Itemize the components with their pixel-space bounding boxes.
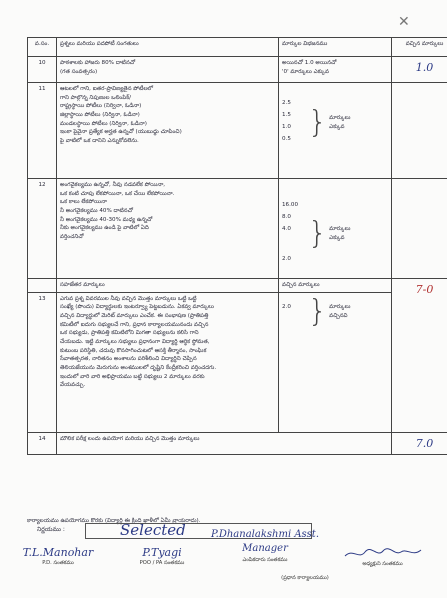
row-sno: 13 (28, 292, 57, 432)
header-marks-range: మార్కుల విభజనము (279, 38, 392, 57)
row-marks (279, 292, 392, 432)
brace: } (308, 216, 328, 251)
row-text: జిల్లాస్థాయి పోటీలు (నిర్వినా, ఓడినా) (60, 111, 140, 118)
marks-value: 2.0 (282, 256, 291, 262)
row-text: వేయవచ్చు. (60, 382, 86, 389)
row-description (57, 83, 279, 179)
row-sno: 10 (28, 57, 57, 83)
marks-value: 2.5 (282, 100, 291, 106)
row-description (57, 57, 279, 83)
subtotal-marks-label: వచ్చిన మార్కులు (279, 279, 392, 293)
marks-value: 8.0 (282, 214, 291, 220)
row-text: ఆటలలో గాని, ఐతర-ప్రావిణ్యతైన పోటీలలో (60, 86, 154, 92)
handwritten-marks: 1.0 (415, 61, 434, 74)
marks-label: ఎక్కువ (329, 235, 345, 241)
signature-role: అధ్యక్షుని సంతకము (362, 561, 403, 567)
awarded-marks (392, 179, 447, 279)
handwritten-total: 7.0 (415, 436, 434, 450)
row-text: పాఠశాలకు హాజరు 80% దాటినచో (60, 60, 136, 66)
marks-values (282, 201, 308, 267)
row-text: నీకు అంగవైకల్యము ఉండి పై వాటిలో ఏది (60, 225, 149, 232)
row-sports (28, 83, 447, 179)
row-sno: 11 (28, 83, 57, 179)
signature-handwriting: P.Dhanalakshmi Asst. Manager (210, 529, 320, 554)
signature-poo (122, 546, 202, 567)
marks-label: మార్కులు (329, 115, 351, 122)
marks-text: అయినచో 1.0 అయినచో (282, 60, 337, 66)
total-label: మౌలిక పరీక్ష లందు ఉపయోగ మరియు వచ్చిన మొత్తం మార్కులు (57, 432, 392, 454)
marks-label: వచ్చినవి (329, 312, 348, 319)
marks-value: 1.0 (282, 124, 291, 130)
row-text: (గత సంవత్సరం) (60, 68, 98, 75)
header-description: ప్రశ్నలు మరియు పదపోటీ సంగతులు (57, 38, 279, 57)
row-text: సేవాతత్పరత, నారితనం అంశాలను పరిశీలించి విద్యార్థిని చెప్పిన (60, 356, 197, 363)
handwritten-marks: 7-0 (415, 283, 434, 296)
signature-role: P.D. సంతకము (42, 560, 74, 566)
row-description (57, 292, 279, 432)
table-header (28, 38, 447, 57)
row-marks (279, 57, 392, 83)
row-description (57, 179, 279, 279)
row-total (28, 432, 447, 454)
awarded-marks (392, 432, 447, 454)
row-text: నీ అంగవైకల్యము 40-30% మధ్య ఉన్నచో (60, 216, 153, 223)
marks-value: 0.5 (282, 136, 291, 142)
row-text: గాని పాల్గొన్న నిపుణుల ఒలింపిక్/ (60, 94, 132, 101)
row-marks (279, 83, 392, 179)
row-text: అంగవైకల్యము ఉన్నచో, నీవు నడవలేక పోయినా, (60, 182, 166, 188)
marks-value: 16.00 (282, 202, 299, 208)
signature-role: ఎంపికదారు సంతకము (242, 557, 288, 563)
row-text: వచ్చిన విద్యార్థులో మెరిట్ మార్కులు ఎంచేక. ఈ సంభాషణ (ప్రాతిపత్తి (60, 312, 209, 319)
marks-value: 2.0 (282, 303, 291, 310)
signature-handwriting: T.L.Manohar (22, 546, 94, 559)
decision-label: నిర్ణయము : (37, 526, 65, 533)
row-text: ఒక కాలు లేకపోయినా (60, 199, 107, 206)
marks-value: 4.0 (282, 226, 291, 232)
row-text: ఒక సభ్యుడు, ప్రాతిపత్తి కమిటిలోని మిగతా సభ్యులను కలిసి గాని (60, 330, 199, 337)
awarded-marks (392, 83, 447, 179)
marks-label: ఎక్కువ (329, 124, 345, 130)
subtotal-label: సహజేతర మార్కులు (57, 279, 279, 293)
brace: } (308, 105, 328, 140)
row-text: ఇంకా పైవైనా ప్రత్యేక అర్హత ఉన్నచో (యుబుధ్ధు చూపించి) (60, 129, 182, 136)
marks-table (27, 37, 447, 455)
decision-value: Selected (120, 521, 186, 539)
signature-pd (18, 546, 98, 567)
row-text: ఎగువ ప్రశ్న వివరముల నీవు వచ్చిన మొత్తం మార్కులు ఒట్టి ఒట్టి (60, 295, 197, 302)
header-sno: వ.సం. (28, 38, 57, 57)
signature-selector (205, 528, 325, 564)
marks-label: మార్కులు (329, 226, 351, 233)
row-attendance (28, 57, 447, 83)
signature-role: POO / PA సంతకము (139, 560, 185, 566)
brace: } (308, 293, 328, 329)
marks-value: 1.5 (282, 112, 291, 118)
row-text: మండలస్థాయి పోటీలు (నిర్వినా, ఓడినా) (60, 120, 147, 127)
signature-chairman (335, 546, 430, 568)
row-sno: 12 (28, 179, 57, 279)
row-sno: 14 (28, 432, 57, 454)
awarded-marks (392, 279, 447, 433)
row-text: వర్తించనిచో (60, 233, 84, 240)
row-marks (279, 179, 392, 279)
row-text: కుటుంబ పరిస్థితి, చదువు కొనసాగించుటలో ఆసక్తి తీర్మానం, సాంఘిక (60, 347, 207, 354)
marks-values (282, 99, 308, 147)
row-text: కమిటీలో ఐదుగు సభ్యులచే గాని, ప్రధాన కార్యాలయమునందు వచ్చిన (60, 321, 209, 328)
row-interview (28, 292, 447, 432)
signature-scribble (343, 546, 423, 560)
corner-mark: ✕ (398, 14, 410, 30)
signature-handwriting: P.Tyagi (142, 546, 182, 559)
office-use-note: కార్యాలయము ఉపయోగము కొరకు (విద్యార్థి ఈ క్రింది ఖాళీలో ఏమీ వ్రాయరాదు). (27, 518, 201, 524)
row-text: ఒక కంటి చూపు లేకపోయినా, ఒక చేయి లేకపోయినా. (60, 190, 175, 197)
header-awarded: వచ్చిన మార్కులు (392, 38, 447, 57)
row-text: పై వాటిలో ఒక దానిని ఎన్నుకోవలెను. (60, 137, 139, 144)
signature-note: (ప్రధాన కార్యాలయము) (281, 575, 329, 581)
row-subtotal (28, 279, 447, 293)
row-text: రాష్ట్రస్థాయి పోటీలు (నిర్వినా, ఓడినా) (60, 103, 142, 110)
row-text: ఇందులో వారి వారి అభిప్రాయము బట్టి సభ్యులు 2 మార్కులు వరకు (60, 373, 205, 380)
row-text: తెలియజేయును మెరుగును అంశములలో దృష్టిని కేంద్రీకరించి వర్తించదగు. (60, 364, 217, 371)
row-text: చేయబడు. ఇట్టి మార్కులు సభ్యులు ప్రధానంగా విద్యార్థి ఆర్థిక స్థోమత, (60, 338, 210, 345)
marks-text: '0' మార్కులు ఎక్కువ (282, 68, 330, 75)
row-disability (28, 179, 447, 279)
marks-label: మార్కులు (329, 304, 351, 310)
row-text: నీ అంగవైకల్యము 40% దాటినచో (60, 207, 133, 214)
row-text: సంఖ్యే (పొందు) విద్యార్థులకు ఇంటర్వ్యూ పెట్టబడును. ఏకవ్వ మార్కులు (60, 304, 214, 311)
awarded-marks (392, 57, 447, 83)
